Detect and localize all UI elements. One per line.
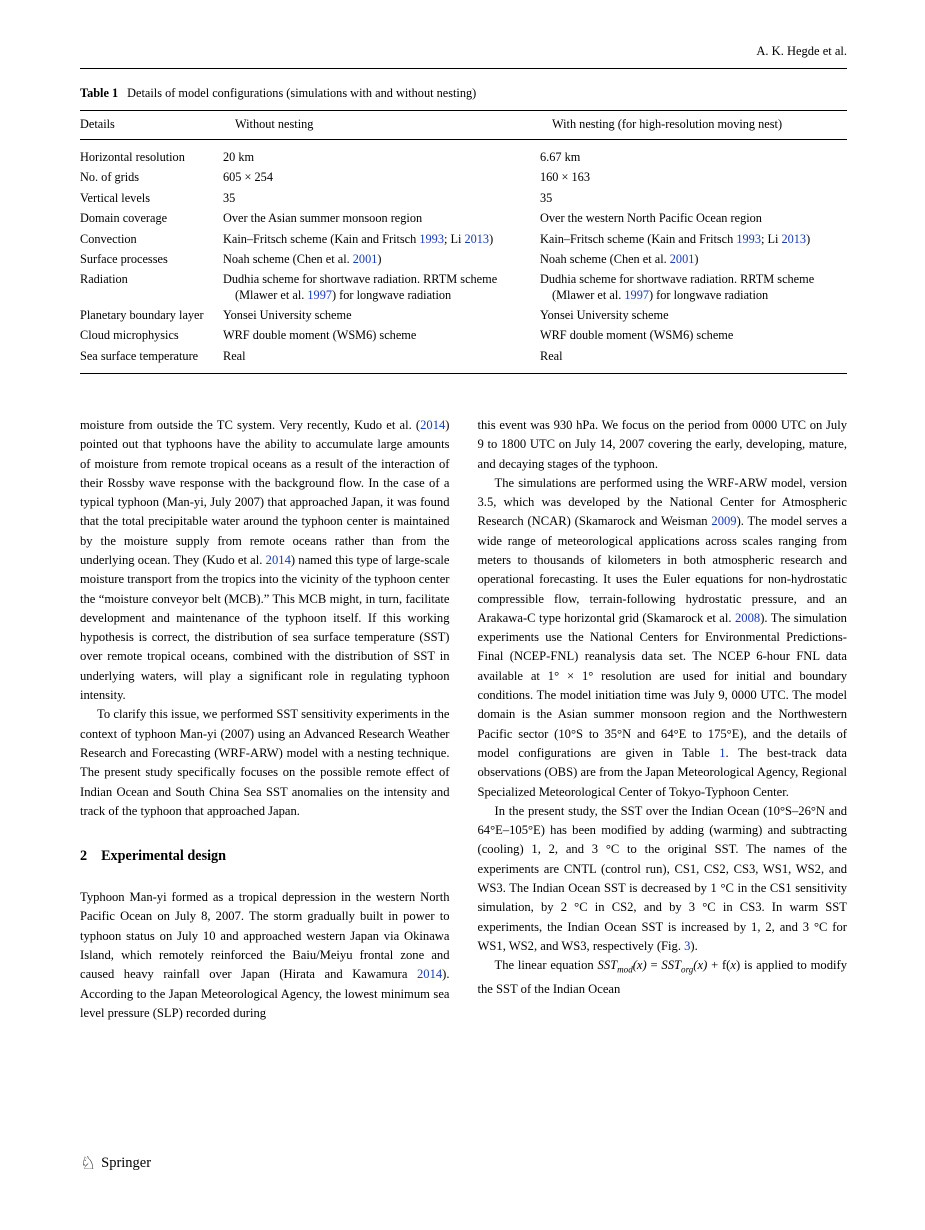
table-head xyxy=(80,111,847,140)
body-columns xyxy=(80,416,847,1023)
table-caption xyxy=(80,86,847,101)
row-label: Vertical levels xyxy=(80,190,150,205)
row-label: No. of grids xyxy=(80,170,140,185)
table-row xyxy=(80,168,847,188)
without-nesting-cell: Dudhia scheme for shortwave radiation. RRTM scheme (Mlawer et al. 1997) for longwave radiation xyxy=(223,272,498,302)
table-header-row xyxy=(80,111,847,140)
row-label: Convection xyxy=(80,231,137,246)
without-nesting-cell: Yonsei University scheme xyxy=(223,307,352,322)
row-label: Surface processes xyxy=(80,251,168,266)
without-nesting-cell: 20 km xyxy=(223,150,255,164)
running-head xyxy=(80,44,847,69)
column-header: Without nesting xyxy=(235,117,314,131)
citation-link[interactable]: 2014 xyxy=(265,553,291,567)
paragraph: To clarify this issue, we performed SST sensitivity experiments in the context of typhoon Man-yi (2007) using an Advanced Research Weather Research and Forecasting (WRF-ARW) model with a nesting technique. The present study specifically focuses on the possible remote effect of Indian Ocean and South China Sea SST anomalies on the intensity and track of the typhoon that approached Japan. xyxy=(80,707,450,818)
publisher-name: Springer xyxy=(101,1154,152,1171)
section-number: 2 xyxy=(80,848,88,865)
table-row xyxy=(80,270,847,306)
author-line: A. K. Hegde et al. xyxy=(756,44,847,58)
springer-logo-icon: ♘ xyxy=(80,1153,97,1173)
without-nesting-cell: WRF double moment (WSM6) scheme xyxy=(223,328,417,343)
with-nesting-cell: Noah scheme (Chen et al. 2001) xyxy=(540,251,699,266)
section-title: Experimental design xyxy=(101,848,227,865)
citation-link[interactable]: 2013 xyxy=(781,231,807,246)
table-row xyxy=(80,326,847,346)
table-row xyxy=(80,346,847,373)
citation-link[interactable]: 2001 xyxy=(669,251,695,266)
row-label: Domain coverage xyxy=(80,211,168,226)
row-label: Sea surface temperature xyxy=(80,348,199,363)
math-text: SST xyxy=(597,958,618,973)
citation-link[interactable]: 2014 xyxy=(420,417,446,432)
table-row xyxy=(80,249,847,269)
row-label: Planetary boundary layer xyxy=(80,307,204,322)
math-text: (x) xyxy=(693,958,708,973)
paragraph: moisture from outside the TC system. Very recently, Kudo et al. (2014) pointed out that typhoons have the ability to accumulate large amounts of moisture from remote tropical oceans as a result of the interaction of their Rossby wave response with the background flow. In the case of a typical typhoon (Man-yi, July 2007) that approached Japan, it was found that the total precipitable water around the typhoon center is maintained by the moisture supply from remote oceans rather than from the underlying ocean. They (Kudo et al. 2014) named this type of large-scale moisture transport from the tropics into the vicinity of the typhoon center the “moisture conveyor belt (MCB).” This MCB might, in turn, facilitate development and maintenance of the typhoon itself. If this working hypothesis is correct, the distribution of sea surface temperature (SST) over remote tropical oceans, combined with the distribution of SST in underlying waters, will play a significant role in regulating typhoon intensity. xyxy=(80,417,450,703)
math-text: (x) xyxy=(632,958,647,973)
with-nesting-cell: 6.67 km xyxy=(540,150,581,164)
with-nesting-cell: Real xyxy=(540,348,563,363)
citation-link[interactable]: 1993 xyxy=(736,231,761,246)
table-row xyxy=(80,188,847,208)
without-nesting-cell: Noah scheme (Chen et al. 2001) xyxy=(223,251,382,266)
with-nesting-cell: 35 xyxy=(540,190,553,205)
citation-link[interactable]: 2001 xyxy=(352,251,378,266)
paragraph: The simulations are performed using the WRF-ARW model, version 3.5, which was developed by the National Center for Atmospheric Research (NCAR) (Skamarock and Weisman 2009). The model serves a wide range of meteorological applications across scales ranging from meters to thousands of kilometers in both atmospheric research and operational forecasting. It uses the Euler equations for non-hydrostatic compressible flow, terrain-following hydrostatic pressure, and an Arakawa-C type horizontal grid (Skamarock et al. 2008). The simulation experiments use the National Centers for Environmental Predictions-Final (NCEP-FNL) reanalysis data set. The NCEP 6-hour FNL data available at 1° × 1° resolution are used for initial and boundary conditions. The model initiation time was July 9, 0000 UTC. The model domain is the Asian summer monsoon region and the Northwestern Pacific sector (10°S to 35°N and 64°E to 175°E), and the details of model configurations are given in Table 1. The best-track data observations (OBS) are from the Japan Meteorological Agency, Regional Specialized Meteorological Center of Tokyo-Typhoon Center. xyxy=(477,475,848,799)
table-row xyxy=(80,209,847,229)
with-nesting-cell: Dudhia scheme for shortwave radiation. RRTM scheme (Mlawer et al. 1997) for longwave radiation xyxy=(540,272,815,302)
citation-link[interactable]: 2008 xyxy=(735,610,761,625)
row-label: Radiation xyxy=(80,272,128,287)
with-nesting-cell: WRF double moment (WSM6) scheme xyxy=(540,328,734,343)
right-column xyxy=(478,416,848,1023)
without-nesting-cell: 605 × 254 xyxy=(223,170,273,185)
math-text: x xyxy=(730,958,736,973)
paragraph: The linear equation $SST_{mod}(x) = SST_{org}(x) + f(x)$ is applied to modify the SST of the Indian Ocean xyxy=(477,958,847,997)
with-nesting-cell: Kain–Fritsch scheme (Kain and Fritsch 1993; Li 2013) xyxy=(540,231,811,246)
table-row xyxy=(80,229,847,249)
paragraph: Typhoon Man-yi formed as a tropical depression in the western North Pacific Ocean on July 8, 2007. The storm gradually built in power to typhoon status on July 10 and approached western Japan via Okinawa Island, which remotely reinforced the Baiu/Meiyu frontal zone and caused heavy rainfall over Japan (Hirata and Kawamura 2014). According to the Japan Meteorological Agency, the lowest minimum sea level pressure (SLP) recorded during xyxy=(80,890,450,1020)
citation-link[interactable]: 2013 xyxy=(464,231,490,246)
model-config-table xyxy=(80,110,847,374)
column-header: Details xyxy=(80,117,115,131)
without-nesting-cell: Kain–Fritsch scheme (Kain and Fritsch 1993; Li 2013) xyxy=(223,231,494,246)
with-nesting-cell: 160 × 163 xyxy=(540,170,590,185)
citation-link[interactable]: 1997 xyxy=(307,287,332,302)
citation-link[interactable]: 1997 xyxy=(624,287,649,302)
citation-link[interactable]: 3 xyxy=(684,938,691,953)
row-label: Cloud microphysics xyxy=(80,328,179,343)
with-nesting-cell: Over the western North Pacific Ocean region xyxy=(540,211,762,226)
with-nesting-cell: Yonsei University scheme xyxy=(540,307,669,322)
citation-link[interactable]: 2009 xyxy=(711,514,737,529)
math-subscript: org xyxy=(681,964,694,975)
paragraph: In the present study, the SST over the Indian Ocean (10°S–26°N and 64°E–105°E) has been modified by adding (warming) and subtracting (cooling) 1, 2, and 3 °C to the original SST. The names of the experiments are CNTL (control run), CS1, CS2, CS3, WS1, WS2, and WS3. The Indian Ocean SST is decreased by 1 °C in the CS1 sensitivity simulation, by 2 °C in CS2, and by 3 °C in CS3. In warm SST experiments, the Indian Ocean SST is increased by 1, 2, and 3 °C for WS1, WS2, and WS3, respectively (Fig. 3). xyxy=(477,803,847,953)
math-subscript: mod xyxy=(617,964,633,975)
page-footer xyxy=(80,1154,151,1172)
column-header: With nesting (for high-resolution moving nest) xyxy=(552,117,783,131)
table-caption-text: Details of model configurations (simulations with and without nesting) xyxy=(127,86,477,100)
citation-link[interactable]: 1993 xyxy=(419,231,444,246)
citation-link[interactable]: 2014 xyxy=(416,967,443,982)
math-text: SST xyxy=(661,958,682,973)
table-row xyxy=(80,305,847,325)
section-heading xyxy=(80,848,450,865)
without-nesting-cell: Real xyxy=(223,348,246,363)
row-label: Horizontal resolution xyxy=(80,150,185,164)
paragraph: this event was 930 hPa. We focus on the period from 0000 UTC on July 9 to 1800 UTC on July 14, 2007 covering the early, developing, mature, and decaying stages of the typhoon. xyxy=(477,417,847,471)
table-body xyxy=(80,140,847,374)
without-nesting-cell: 35 xyxy=(223,190,236,205)
table-row xyxy=(80,140,847,168)
without-nesting-cell: Over the Asian summer monsoon region xyxy=(223,211,423,226)
citation-link[interactable]: 1 xyxy=(719,745,726,760)
table-caption-label: Table 1 xyxy=(80,86,119,100)
left-column xyxy=(80,416,450,1023)
